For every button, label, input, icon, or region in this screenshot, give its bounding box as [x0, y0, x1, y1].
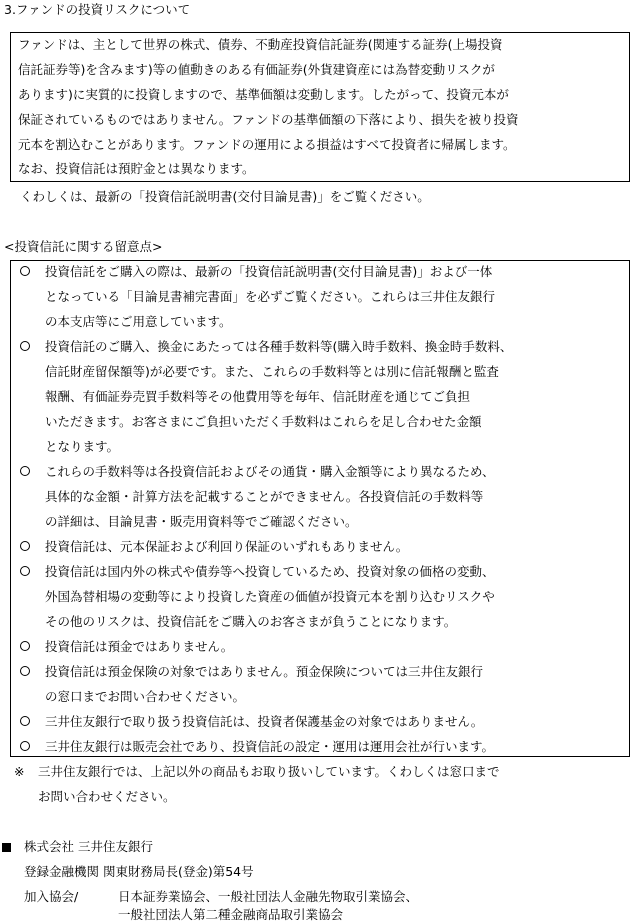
- risk-line: 元本を割込むことがあります。ファンドの運用による損益はすべて投資者に帰属します。: [18, 137, 516, 152]
- footnote-mark: ※: [14, 764, 25, 779]
- square-bullet-icon: [2, 843, 11, 852]
- note-line: 外国為替相場の変動等により投資した資産の価値が投資元本を割り込むリスクや: [45, 589, 495, 604]
- note-line: これらの手数料等は各投資信託およびその通貨・購入金額等により異なるため、: [45, 464, 495, 479]
- note-line: 信託財産留保額等)が必要です。また、これらの手数料等とは別に信託報酬と監査: [45, 364, 499, 379]
- associations-line: 一般社団法人第二種金融商品取引業協会: [118, 907, 344, 922]
- note-line: の本支店等にご用意しています。: [45, 314, 232, 329]
- risk-line: あります)に実質的に投資しますので、基準価額は変動します。したがって、投資元本が: [18, 87, 509, 102]
- note-line: 投資信託をご購入の際は、最新の「投資信託説明書(交付目論見書)」および一体: [45, 264, 493, 279]
- note-line: となります。: [45, 439, 120, 454]
- associations-line: 日本証券業協会、一般社団法人金融先物取引業協会、: [118, 889, 419, 904]
- note-line: 投資信託は、元本保証および利回り保証のいずれもありません。: [45, 539, 409, 554]
- risk-line: ファンドは、主として世界の株式、債券、不動産投資信託証券(関連する証券(上場投資: [18, 37, 503, 52]
- prospectus-note: くわしくは、最新の「投資信託説明書(交付目論見書)」をご覧ください。: [20, 189, 430, 204]
- note-line: の窓口までお問い合わせください。: [45, 689, 246, 704]
- risk-line: 信託証券等)を含みます)等の値動きのある有価証券(外貨建資産には為替変動リスクが: [18, 62, 495, 77]
- circle-bullet-icon: [20, 466, 30, 476]
- note-line: となっている「目論見書補完書面」を必ずご覧ください。これらは三井住友銀行: [45, 289, 496, 304]
- associations-label: 加入協会/: [24, 889, 79, 904]
- footnote-line: お問い合わせください。: [38, 789, 176, 804]
- circle-bullet-icon: [20, 666, 30, 676]
- footnote-line: 三井住友銀行では、上記以外の商品もお取り扱いしています。くわしくは窓口まで: [38, 764, 500, 779]
- circle-bullet-icon: [20, 741, 30, 751]
- note-line: 具体的な金額・計算方法を記載することができません。各投資信託の手数料等: [45, 489, 484, 504]
- note-line: 投資信託は国内外の株式や債券等へ投資しているため、投資対象の価格の変動、: [45, 564, 495, 579]
- risk-line: なお、投資信託は預貯金とは異なります。: [18, 161, 255, 176]
- circle-bullet-icon: [20, 716, 30, 726]
- section-heading: 3.ファンドの投資リスクについて: [4, 2, 191, 17]
- note-line: 投資信託は預金ではありません。: [45, 639, 234, 654]
- company-name: 株式会社 三井住友銀行: [24, 839, 153, 854]
- risk-line: 保証されているものではありません。ファンドの基準価額の下落により、損失を被り投資: [18, 112, 519, 127]
- circle-bullet-icon: [20, 266, 30, 276]
- circle-bullet-icon: [20, 341, 30, 351]
- note-line: 投資信託のご購入、換金にあたっては各種手数料等(購入時手数料、換金時手数料、: [45, 339, 513, 354]
- circle-bullet-icon: [20, 566, 30, 576]
- note-line: 三井住友銀行で取り扱う投資信託は、投資者保護基金の対象ではありません。: [45, 714, 484, 729]
- registration: 登録金融機関 関東財務局長(登金)第54号: [24, 864, 254, 879]
- note-line: 報酬、有価証券売買手数料等その他費用等を毎年、信託財産を通じてご負担: [45, 389, 471, 404]
- note-line: いただきます。お客さまにご負担いただく手数料はこれらを足し合わせた金額: [45, 414, 482, 429]
- notes-box: [10, 260, 630, 757]
- note-line: 投資信託は預金保険の対象ではありません。預金保険については三井住友銀行: [45, 664, 484, 679]
- note-line: その他のリスクは、投資信託をご購入のお客さまが負うことになります。: [45, 614, 457, 629]
- circle-bullet-icon: [20, 541, 30, 551]
- note-line: 三井住友銀行は販売会社であり、投資信託の設定・運用は運用会社が行います。: [45, 739, 495, 754]
- notes-heading: <投資信託に関する留意点>: [4, 239, 163, 254]
- risk-box: [10, 32, 630, 182]
- circle-bullet-icon: [20, 641, 30, 651]
- note-line: の詳細は、目論見書・販売用資料等でご確認ください。: [45, 514, 358, 529]
